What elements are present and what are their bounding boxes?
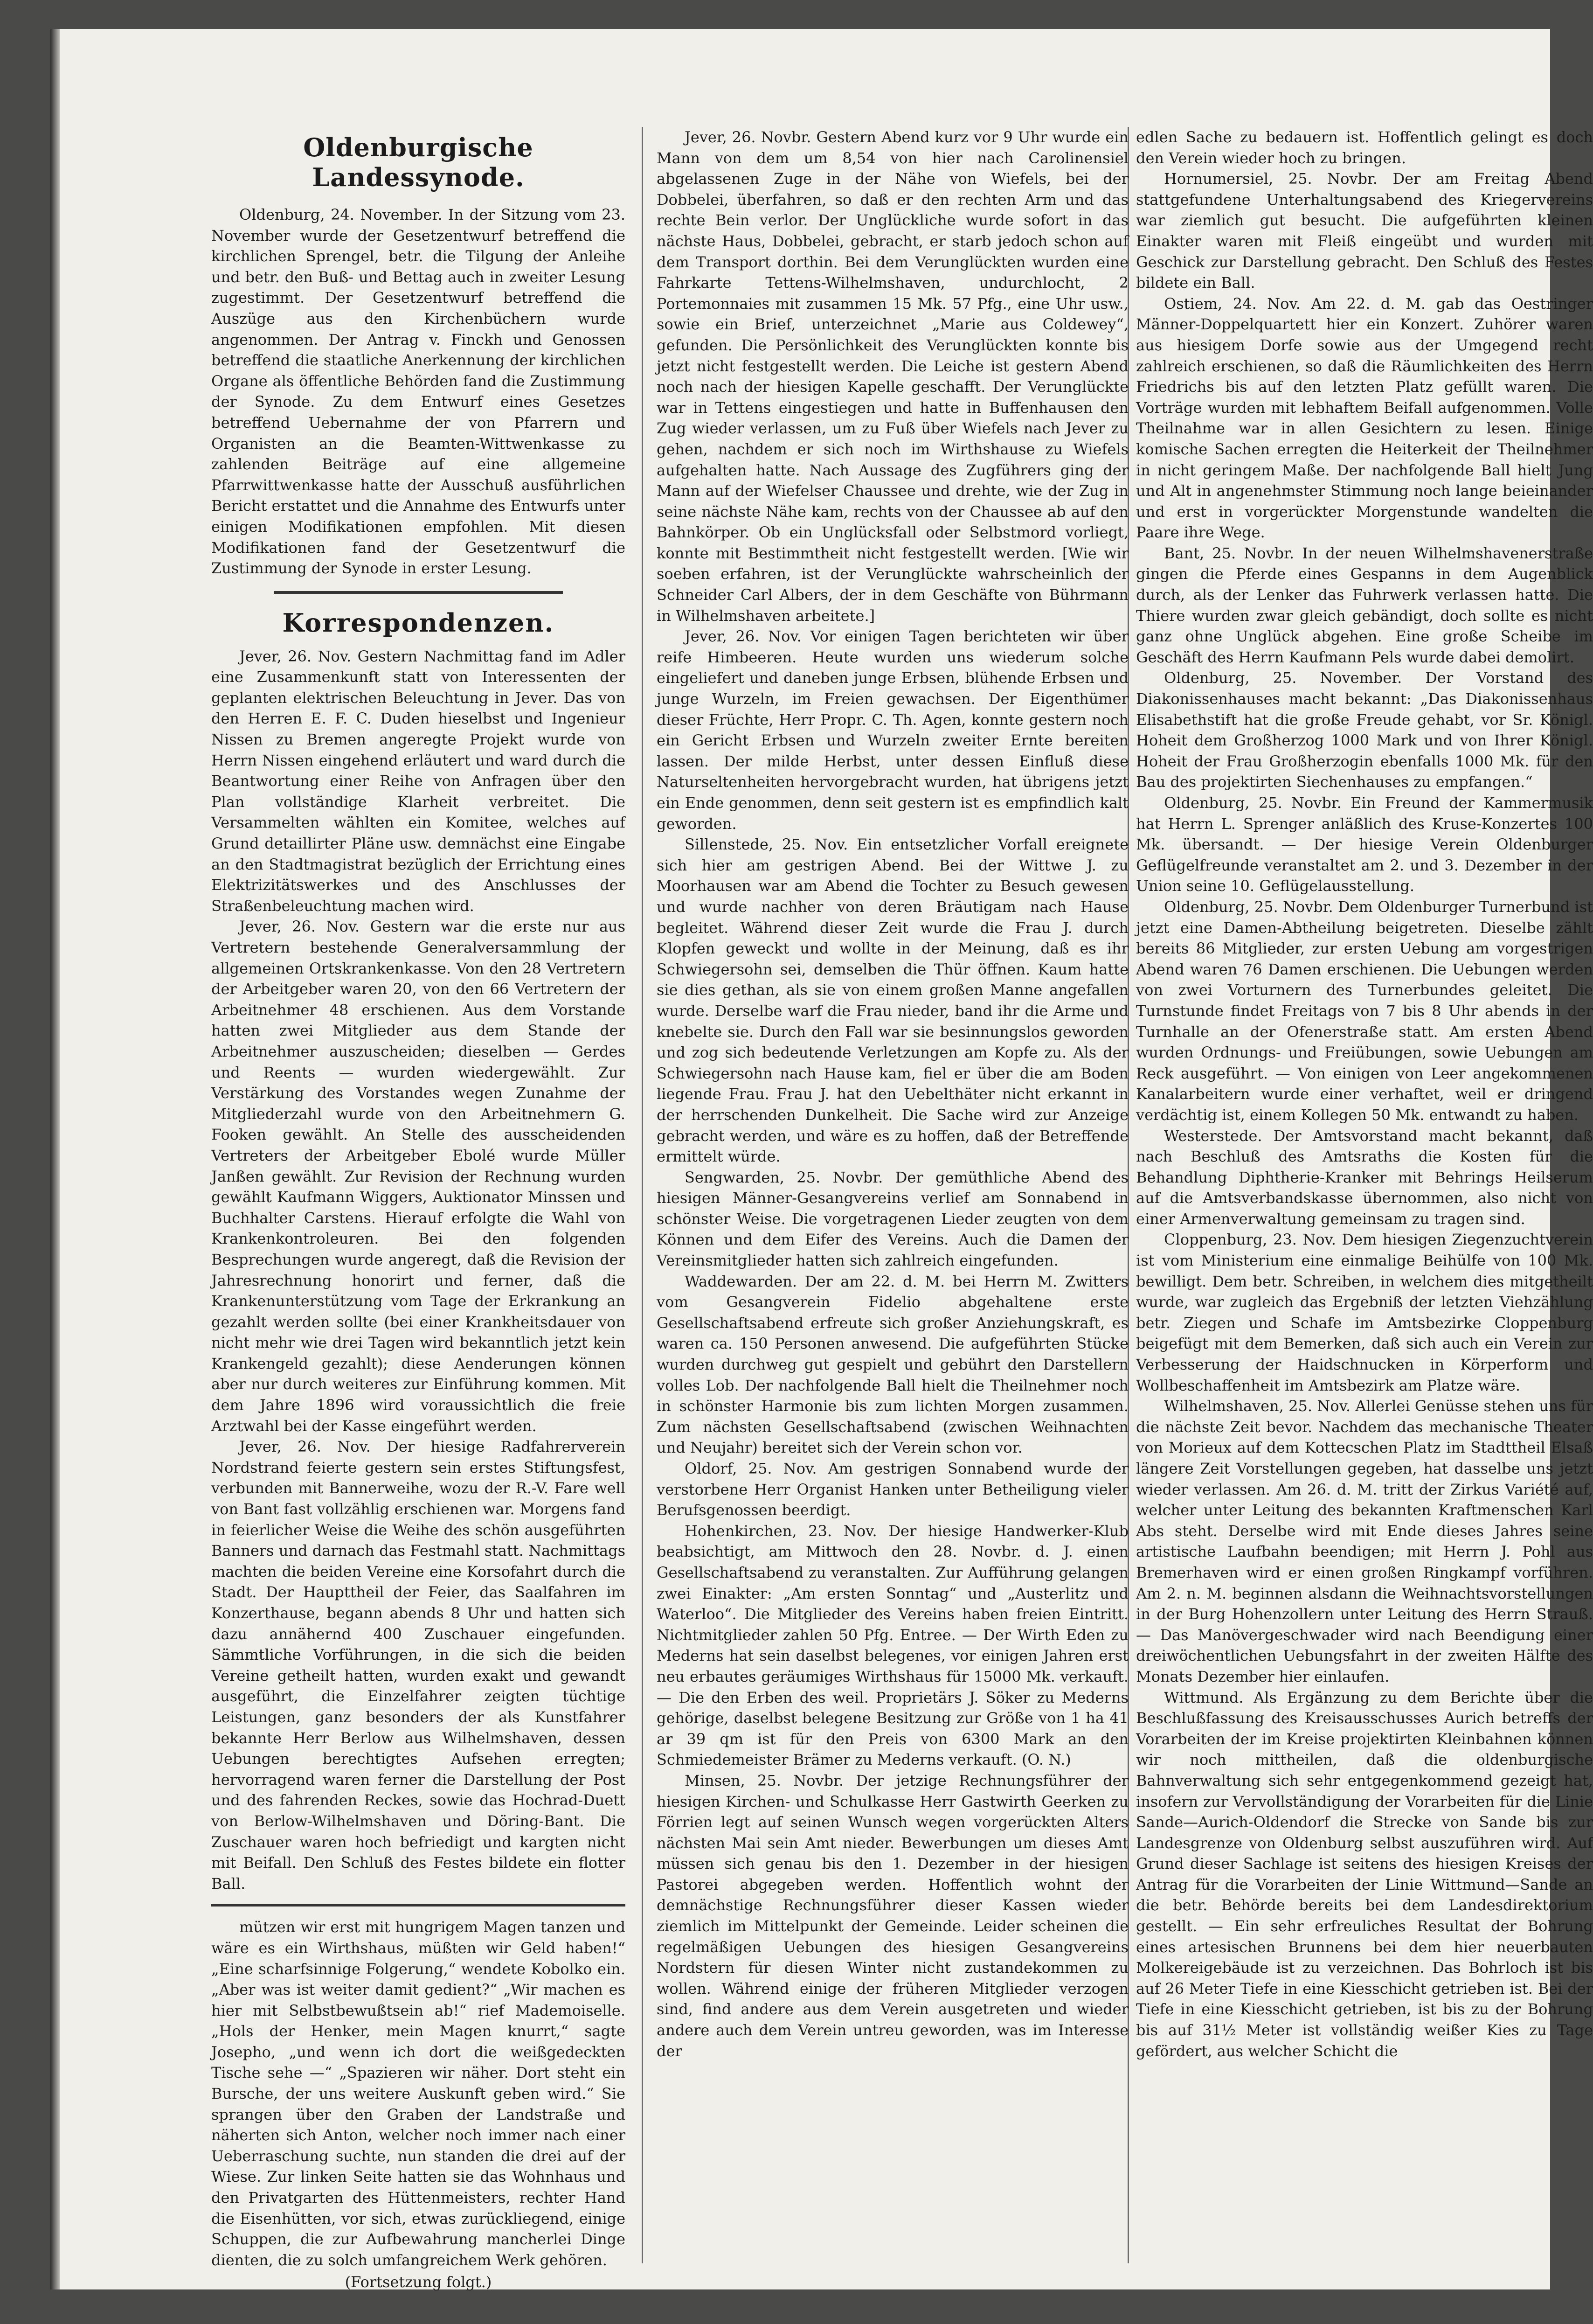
article-westerstede: Westerstede. Der Amtsvorstand macht bekannt, daß nach Beschluß des Amtsraths die Kosten für die Behandlung Diphtherie-Kranker mit Behrings Heilserum auf die Amtsverbandskasse übernommen, also nicht von einer Armenverwaltung gemeinsam zu tragen sind.	[1136, 1127, 1593, 1228]
page-edge-shadow	[50, 29, 60, 2289]
article-hornumersiel: Hornumersiel, 25. Novbr. Der am Freitag Abend stattgefundene Unterhaltungsabend des Kriegervereins war ziemlich gut besucht. Die aufgeführten kleinen Einakter waren mit Fleiß eingeübt und wurden mit Geschick zur Darstellung gebracht. Den Schluß des Festes bildete ein Ball.	[1136, 170, 1593, 292]
article-wilhelmshaven: Wilhelmshaven, 25. Nov. Allerlei Genüsse stehen uns für die nächste Zeit bevor. Nachdem das mechanische Theater von Morieux auf dem Kottecschen Platz im Stadttheil Elsaß längere Zeit Vorstellungen gegeben, hat dasselbe uns jetzt wieder verlassen. Am 26. d. M. tritt der Zirkus Variété auf, welcher unter Leitung des bekannten Kraftmenschen Karl Abs steht. Derselbe wird mit Ende dieses Jahres seine artistische Laufbahn beendigen; mit Herrn J. Pohl aus Bremerhaven wird er einen großen Ringkampf vorführen. Am 2. n. M. beginnen alsdann die Weihnachtsvorstellungen in der Burg Hohenzollern unter Leitung des Herrn Strauß. — Das Manövergeschwader wird nach Beendigung einer dreiwöchentlichen Uebungsfahrt in der zweiten Hälfte des Monats Dezember hier einlaufen.	[1136, 1397, 1593, 1685]
column-1	[211, 88, 625, 2291]
feuilleton-divider	[211, 1904, 625, 1907]
article-sillenstede: Sillenstede, 25. Nov. Ein entsetzlicher Vorfall ereignete sich hier am gestrigen Abend. Bei der Wittwe J. zu Moorhausen war am Abend die Tochter zu Besuch gewesen und wurde nachher von deren Bräutigam nach Hause begleitet. Während dieser Zeit wurde die Frau J. durch Klopfen geweckt und wollte in der Meinung, daß es ihr Schwiegersohn sei, demselben die Thür öffnen. Kaum hatte sie dies gethan, als sie von einem großen Manne angefallen wurde. Derselbe warf die Frau nieder, band ihr die Arme und knebelte sie. Durch den Fall war sie besinnungslos geworden und zog sich bedeutende Verletzungen am Kopfe zu. Als der Schwiegersohn nach Hause kam, fiel er über die am Boden liegende Frau. Frau J. hat den Uebelthäter nicht erkannt in der herrschenden Dunkelheit. Die Sache wird zur Anzeige gebracht werden, und wäre es zu hoffen, daß der Betreffende ermittelt würde.	[657, 835, 1129, 1166]
article-jever-himbeeren: Jever, 26. Nov. Vor einigen Tagen berichteten wir über reife Himbeeren. Heute wurden uns wiederum solche eingeliefert und daneben junge Erbsen, blühende Erbsen und junge Wurzeln, im Freien gewachsen. Der Eigenthümer dieser Früchte, Herr Propr. C. Th. Agen, konnte gestern noch ein Gericht Erbsen und Wurzeln zweiter Ernte bereiten lassen. Der milde Herbst, unter dessen Einfluß diese Naturseltenheiten hervorgebracht wurden, hat übrigens jetzt ein Ende genommen, denn seit gestern ist es empfindlich kalt geworden.	[657, 627, 1129, 833]
article-hohenkirchen: Hohenkirchen, 23. Nov. Der hiesige Handwerker-Klub beabsichtigt, am Mittwoch den 28. Novbr. d. J. einen Gesellschaftsabend zu veranstalten. Zur Aufführung gelangen zwei Einakter: „Am ersten Sonntag“ und „Austerlitz und Waterloo“. Die Mitglieder des Vereins haben freien Eintritt. Nichtmitglieder zahlen 50 Pfg. Entree. — Der Wirth Eden zu Mederns hat sein daselbst belegenes, vor einigen Jahren erst neu erbautes geräumiges Wirthshaus für 15000 Mk. verkauft. — Die den Erben des weil. Proprietärs J. Söker zu Mederns gehörige, daselbst belegene Besitzung zur Größe von 1 ha 41 ar 39 qm ist für den Preis von 6300 Mark an den Schmiedemeister Brämer zu Mederns verkauft. (O. N.)	[657, 1522, 1129, 1769]
article-minsen: Minsen, 25. Novbr. Der jetzige Rechnungsführer der hiesigen Kirchen- und Schulkasse Herr Gastwirth Geerken zu Förrien legt auf seinen Wunsch wegen vorgerückten Alters nächsten Mai sein Amt nieder. Bewerbungen um dieses Amt müssen sich genau bis den 1. Dezember in der hiesigen Pastorei abgegeben werden. Hoffentlich wohnt der demnächstige Rechnungsführer dieser Kassen wieder ziemlich im Mittelpunkt der Gemeinde. Leider scheinen die regelmäßigen Uebungen des hiesigen Gesangvereins Nordstern für diesen Winter nicht zustandekommen zu wollen. Während einige der früheren Mitglieder verzogen sind, find andere aus dem Verein ausgetreten und wieder andere auch dem Verein untreu geworden, was im Interesse der	[657, 1771, 1129, 2060]
feuilleton-story: mützen wir erst mit hungrigem Magen tanzen und wäre es ein Wirthshaus, müßten wir Geld haben!“ „Eine scharfsinnige Folgerung,“ wendete Kobolko ein. „Aber was ist weiter damit gedient?“ „Wir machen es hier mit Selbstbewußtsein ab!“ rief Mademoiselle. „Hols der Henker, mein Magen knurrt,“ sagte Josepho, „und wenn ich dort die weißgedeckten Tische sehe —“ „Spazieren wir näher. Dort steht ein Bursche, der uns weitere Auskunft geben wird.“ Sie sprangen über den Graben der Landstraße und näherten sich Anton, welcher noch immer nach einer Ueberraschung suchte, nun standen die drei auf der Wiese. Zur linken Seite hatten sie das Wohnhaus und den Privatgarten des Hüttenmeisters, rechter Hand die Eisenhütten, vor sich, etwas zurückliegend, einige Schuppen, die zur Aufbewahrung mancherlei Dinge dienten, die zu solch umfangreichem Werk gehören.	[211, 1918, 625, 2269]
article-ostiem: Ostiem, 24. Nov. Am 22. d. M. gab das Oestringer Männer-Doppelquartett hier ein Konzert. Zuhörer waren aus hiesigem Dorfe sowie aus der Umgegend recht zahlreich erschienen, so daß die Räumlichkeiten des Herrn Friedrichs bis auf den letzten Platz gefüllt waren. Die Vorträge wurden mit lebhaftem Beifall aufgenommen. Volle Theilnahme war in allen Gesichtern zu lesen. Einige komische Sachen erregten die Heiterkeit der Theilnehmer in nicht geringem Maße. Der nachfolgende Ball hielt Jung und Alt in angenehmster Stimmung noch lange beieinander und erst in vorgerückter Morgenstunde wandelten die Paare ihre Wege.	[1136, 294, 1593, 542]
article-wittmund: Wittmund. Als Ergänzung zu dem Berichte über die Beschlußfassung des Kreisausschusses Aurich betreffs der Vorarbeiten der im Kreise projektirten Kleinbahnen können wir noch mittheilen, daß die oldenburgische Bahnverwaltung sich sehr entgegenkommend gezeigt hat, insofern zur Vervollständigung der Vorarbeiten für die Linie Sande—Aurich-Oldendorf die Strecke von Sande bis zur Landesgrenze von Oldenburg selbst auszuführen wird. Auf Grund dieser Sachlage ist seitens des hiesigen Kreises der Antrag für die Vorarbeiten der Linie Wittmund—Sande an die betr. Behörde bereits bei dem Landesdirektorium gestellt. — Ein sehr erfreuliches Resultat der Bohrung eines artesischen Brunnens bei dem hier neuerbauten Molkereigebäude ist zu verzeichnen. Das Bohrloch ist bis auf 26 Meter Tiefe in eine Kiesschicht getrieben ist. Bei der Tiefe in eine Kiesschicht getrieben, ist bis zu der Bohrung bis auf 31½ Meter ist vollständig weißer Kies zu Tage gefördert, aus welcher Schicht die	[1136, 1688, 1593, 2060]
section-divider	[274, 591, 563, 594]
article-jever-accident: Jever, 26. Novbr. Gestern Abend kurz vor 9 Uhr wurde ein Mann von dem um 8,54 von hier nach Carolinensiel abgelassenen Zuge in der Nähe von Wiefels, bei der Dobbelei, überfahren, so daß er den rechten Arm und das rechte Bein verlor. Der Unglückliche wurde sofort in das nächste Haus, Dobbelei, gebracht, er starb jedoch schon auf dem Transport dorthin. Bei dem Verunglückten wurden eine Fahrkarte Tettens-Wilhelmshaven, undurchlocht, 2 Portemonnaies mit zusammen 15 Mk. 57 Pfg., eine Uhr usw., sowie ein Brief, unterzeichnet „Marie aus Coldewey“, gefunden. Die Persönlichkeit des Verunglückten konnte bis jetzt nicht festgestellt werden. Die Leiche ist gestern Abend noch nach der hiesigen Kapelle geschafft. Der Verunglückte war in Tettens eingestiegen und hatte in Buffenhausen den Zug wieder verlassen, um zu Fuß über Wiefels nach Jever zu gehen, nachdem er sich noch im Wirthshause zu Wiefels aufgehalten hatte. Nach Aussage des Zugführers ging der Mann auf der Wiefelser Chaussee und drehte, wie der Zug in seine nächste Nähe kam, rechts von der Chaussee ab auf den Bahnkörper. Ob ein Unglücksfall oder Selbstmord vorliegt, konnte mit Bestimmtheit nicht festgestellt werden. [Wie wir soeben erfahren, ist der Verunglückte wahrscheinlich der Schneider Carl Albers, der in dem Geschäfte von Bührmann in Wilhelmshaven arbeitete.]	[657, 128, 1129, 625]
section-title-synode: Oldenburgische Landessynode.	[303, 132, 533, 192]
continued-note: (Fortsetzung folgt.)	[345, 2273, 492, 2291]
article-continuation: edlen Sache zu bedauern ist. Hoffentlich gelingt es doch den Verein wieder hoch zu bringen.	[1136, 128, 1593, 167]
newspaper-page	[50, 29, 1593, 2291]
article-sengwarden: Sengwarden, 25. Novbr. Der gemüthliche Abend des hiesigen Männer-Gesangvereins verlief am Sonnabend in schönster Weise. Die vorgetragenen Lieder zeugten von dem Können und dem Eifer des Vereins. Auch die Damen der Vereinsmitglieder hatten sich zahlreich eingefunden.	[657, 1168, 1129, 1270]
column-2	[657, 127, 1129, 2324]
article-jever-krankenkasse: Jever, 26. Nov. Gestern war die erste nur aus Vertretern bestehende Generalversammlung der allgemeinen Ortskrankenkasse. Von den 28 Vertretern der Arbeitgeber waren 20, von den 66 Vertretern der Arbeitnehmer 48 erschienen. Aus dem Vorstande hatten zwei Mitglieder aus dem Stande der Arbeitnehmer auszuscheiden; dieselben — Gerdes und Reents — wurden wiedergewählt. Zur Verstärkung des Vorstandes wegen Zunahme der Mitgliederzahl wurde von den Arbeitnehmern G. Fooken gewählt. An Stelle des ausscheidenden Vertreters der Arbeitgeber Ebolé wurde Müller Janßen gewählt. Zur Revision der Rechnung wurden gewählt Kaufmann Wiggers, Auktionator Minssen und Buchhalter Carstens. Hierauf erfolgte die Wahl von Krankenkontroleuren. Bei den folgenden Besprechungen wurde angeregt, daß die Revision der Jahresrechnung honorirt und ferner, daß die Krankenunterstützung vom Tage der Erkrankung an gezahlt werden sollte (bei einer Krankheitsdauer von nicht mehr wie drei Tagen wird bekanntlich jetzt kein Krankengeld gezahlt); diese Aenderungen können aber nur durch weiteres zur Einführung kommen. Mit dem Jahre 1896 wird voraussichtlich die freie Arztwahl bei der Kasse eingeführt werden.	[211, 918, 625, 1435]
article-jever-radfahrer: Jever, 26. Nov. Der hiesige Radfahrerverein Nordstrand feierte gestern sein erstes Stiftungsfest, verbunden mit Bannerweihe, wozu der R.-V. Fare well von Bant fast vollzählig erschienen war. Morgens fand in feierlicher Weise die Weihe des schön ausgeführten Banners und darnach das Festmahl statt. Nachmittags machten die beiden Vereine eine Korsofahrt durch die Stadt. Der Haupttheil der Feier, das Saalfahren im Konzerthause, begann abends 8 Uhr und hatten sich dazu annähernd 400 Zuschauer eingefunden. Sämmtliche Vorführungen, in die sich die beiden Vereine getheilt hatten, wurden exakt und gewandt ausgeführt, die Einzelfahrer zeigten tüchtige Leistungen, ganz besonders der als Kunstfahrer bekannte Herr Berlow aus Wilhelmshaven, dessen Uebungen berechtigtes Aufsehen erregten; hervorragend waren ferner die Darstellung der Post und des fahrenden Reckes, sowie das Hochrad-Duett von Berlow-Wilhelmshaven und Döring-Bant. Die Zuschauer waren hoch befriedigt und kargten nicht mit Beifall. Den Schluß des Festes bildete ein flotter Ball.	[211, 1438, 625, 1893]
section-title-correspondence: Korrespondenzen.	[282, 607, 554, 638]
article-oldenburg-kammermusik: Oldenburg, 25. Novbr. Ein Freund der Kammermusik hat Herrn L. Sprenger anläßlich des Kruse-Konzertes 100 Mk. übersandt. — Der hiesige Verein Oldenburger Geflügelfreunde veranstaltet am 2. und 3. Dezember in der Union seine 10. Geflügelausstellung.	[1136, 794, 1593, 895]
article-waddewarden: Waddewarden. Der am 22. d. M. bei Herrn M. Zwitters vom Gesangverein Fidelio abgehaltene erste Gesellschaftsabend erfreute sich großer Anziehungskraft, es waren ca. 150 Personen anwesend. Die aufgeführten Stücke wurden durchweg gut gespielt und gebührt den Darstellern volles Lob. Der nachfolgende Ball hielt die Theilnehmer noch in schönster Harmonie bis zum lichten Morgen zusammen. Zum nächsten Gesellschaftsabend (zwischen Weihnachten und Neujahr) bereitet sich der Verein schon vor.	[657, 1272, 1129, 1457]
article-oldorf: Oldorf, 25. Nov. Am gestrigen Sonnabend wurde der verstorbene Herr Organist Hanken unter Betheiligung vieler Berufsgenossen beerdigt.	[657, 1460, 1129, 1519]
article-oldenburg-turnerbund: Oldenburg, 25. Novbr. Dem Oldenburger Turnerbund ist jetzt eine Damen-Abtheilung beigetreten. Dieselbe zählt bereits 86 Mitglieder, zur ersten Uebung am vorgestrigen Abend waren 76 Damen erschienen. Die Uebungen werden von zwei Vorturnern des Turnerbundes geleitet. Die Turnstunde findet Freitags von 7 bis 8 Uhr abends in der Turnhalle an der Ofenerstraße statt. Am ersten Abend wurden Ordnungs- und Freiübungen, sowie Uebungen am Reck ausgeführt. — Von einigen von Leer angekommenen Kanalarbeitern wurde einer verhaftet, weil er dringend verdächtig ist, einem Kollegen 50 Mk. entwandt zu haben.	[1136, 898, 1593, 1124]
article-oldenburg-diakonissen: Oldenburg, 25. November. Der Vorstand des Diakonissenhauses macht bekannt: „Das Diakonissenhaus Elisabethstift hat die große Freude gehabt, vor Sr. Königl. Hoheit dem Großherzog 1000 Mark und von Ihrer Königl. Hoheit der Frau Großherzogin ebenfalls 1000 Mk. für den Bau des projektirten Siechenhauses zu empfangen.“	[1136, 669, 1593, 791]
article-jever-electric: Jever, 26. Nov. Gestern Nachmittag fand im Adler eine Zusammenkunft statt von Interessenten der geplanten elektrischen Beleuchtung in Jever. Das von den Herren E. F. C. Duden hieselbst und Ingenieur Nissen zu Bremen angeregte Projekt wurde von Herrn Nissen eingehend erläutert und ward durch die Beantwortung einer Reihe von Anfragen über den Plan vollständige Klarheit verbreitet. Die Versammelten wählten ein Komitee, welches auf Grund detaillirter Pläne usw. demnächst eine Eingabe an den Stadtmagistrat bezüglich der Errichtung eines Elektrizitätswerkes und des Anschlusses der Straßenbeleuchtung machen wird.	[211, 647, 625, 915]
column-rule	[642, 127, 643, 2263]
article-synode: Oldenburg, 24. November. In der Sitzung vom 23. November wurde der Gesetzentwurf betreffend die kirchlichen Sprengel, betr. die Tilgung der Anleihe und betr. den Buß- und Bettag auch in zweiter Lesung zugestimmt. Der Gesetzentwurf betreffend die Auszüge aus den Kirchenbüchern wurde angenommen. Der Antrag v. Finckh und Genossen betreffend die staatliche Anerkennung der kirchlichen Organe als öffentliche Behörden fand die Zustimmung der Synode. Zu dem Entwurf eines Gesetzes betreffend Uebernahme der von Pfarrern und Organisten an die Beamten-Wittwenkasse zu zahlenden Beiträge auf eine allgemeine Pfarrwittwenkasse hatte der Ausschuß ausführlichen Bericht erstattet und die Annahme des Entwurfs unter einigen Modifikationen empfohlen. Mit diesen Modifikationen fand der Gesetzentwurf die Zustimmung der Synode in erster Lesung.	[211, 206, 625, 578]
article-cloppenburg: Cloppenburg, 23. Nov. Dem hiesigen Ziegenzuchtverein ist vom Ministerium eine einmalige Beihülfe von 100 Mk. bewilligt. Dem betr. Schreiben, in welchem dies mitgetheilt wurde, war zugleich das Ergebniß der letzten Viehzählung betr. Ziegen und Schafe im Amtsbezirke Cloppenburg beigefügt mit dem Bemerken, daß sich auch ein Verein zur Verbesserung der Haidschnucken in Körperform und Wollbeschaffenheit im Amtsbezirk am Platze wäre.	[1136, 1231, 1593, 1394]
column-3	[1136, 127, 1593, 2324]
article-bant: Bant, 25. Novbr. In der neuen Wilhelmshavenerstraße gingen die Pferde eines Gespanns in dem Augenblick durch, als der Lenker das Fuhrwerk verlassen hatte. Die Thiere wurden zwar gleich gebändigt, doch sollte es nicht ganz ohne Unglück abgehen. Eine große Scheibe im Geschäft des Herrn Kaufmann Pels wurde dabei demolirt.	[1136, 544, 1593, 666]
